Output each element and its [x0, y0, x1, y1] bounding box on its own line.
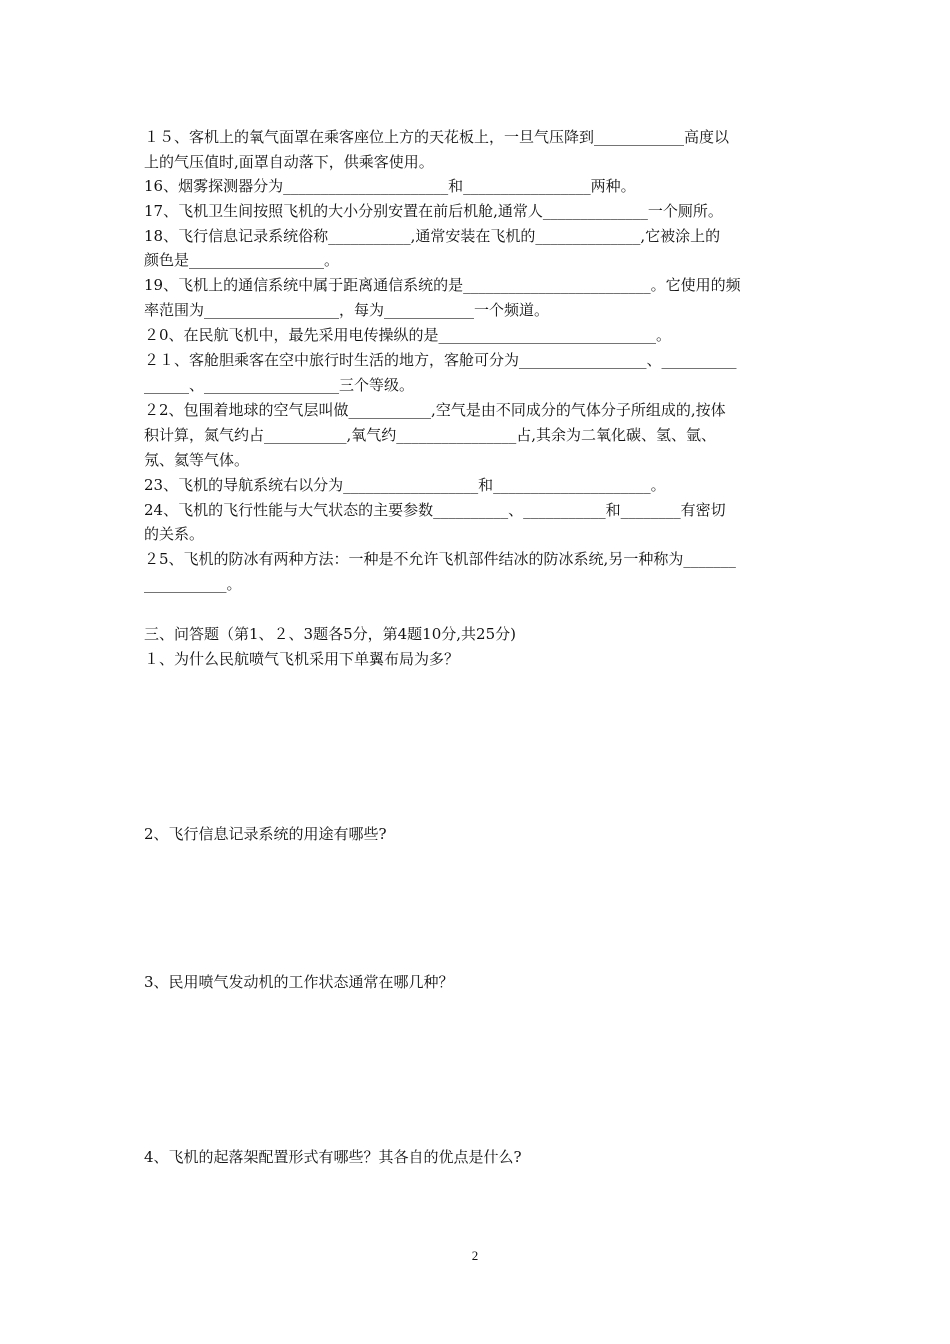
- q18-line1: 18、飞行信息记录系统俗称___________,通常安装在飞机的______________,它被涂上的: [144, 227, 721, 245]
- q19-line1: 19、飞机上的通信系统中属于距离通信系统的是_________________________。它使用的频: [144, 276, 741, 294]
- q23-line1: 23、飞机的导航系统右以分为__________________和_____________________。: [144, 476, 666, 494]
- question-2: 2、飞行信息记录系统的用途有哪些?: [144, 825, 387, 843]
- q22-line3: 氖、氦等气体。: [144, 451, 250, 469]
- q20-line1: ２0、在民航飞机中，最先采用电传操纵的是_____________________________。: [144, 326, 672, 344]
- q22-line2: 积计算，氮气约占___________,氧气约________________占,其余为二氧化碳、氢、氩、: [144, 426, 717, 444]
- q21-line1: ２１、客舱胆乘客在空中旅行时生活的地方，客舱可分为_________________、__________: [144, 351, 737, 369]
- page-number: 2: [471, 1248, 479, 1263]
- q25-line2: ___________。: [144, 575, 242, 593]
- section3-heading: 三、问答题（第1、２、3题各5分，第4题10分,共25分): [144, 625, 516, 643]
- q25-line1: ２5、飞机的防冰有两种方法：一种是不允许飞机部件结冰的防冰系统,另一种称为_______: [144, 550, 736, 568]
- question-1: １、为什么民航喷气飞机采用下单翼布局为多？: [144, 650, 460, 668]
- q21-line2: ______、__________________三个等级。: [144, 376, 415, 394]
- q16-line1: 16、烟雾探测器分为______________________和_________________两种。: [144, 177, 636, 195]
- q18-line2: 颜色是__________________。: [144, 251, 340, 269]
- q19-line2: 率范围为__________________，每为____________一个频道。: [144, 301, 550, 319]
- q15-line2: 上的气压值时,面罩自动落下，供乘客使用。: [144, 153, 434, 171]
- q17-line1: 17、飞机卫生间按照飞机的大小分别安置在前后机舱,通常人______________一个厕所。: [144, 202, 723, 220]
- question-4: 4、飞机的起落架配置形式有哪些？其各自的优点是什么?: [144, 1148, 522, 1166]
- q24-line1: 24、飞机的飞行性能与大气状态的主要参数__________、___________和________有密切: [144, 501, 726, 519]
- q22-line1: ２2、包围着地球的空气层叫做___________,空气是由不同成分的气体分子所组成的,按体: [144, 401, 726, 419]
- question-3: 3、民用喷气发动机的工作状态通常在哪几种？: [144, 973, 454, 991]
- q15-line1: １５、客机上的氧气面罩在乘客座位上方的天花板上，一旦气压降到____________高度以: [144, 128, 730, 146]
- q24-line2: 的关系。: [144, 525, 205, 543]
